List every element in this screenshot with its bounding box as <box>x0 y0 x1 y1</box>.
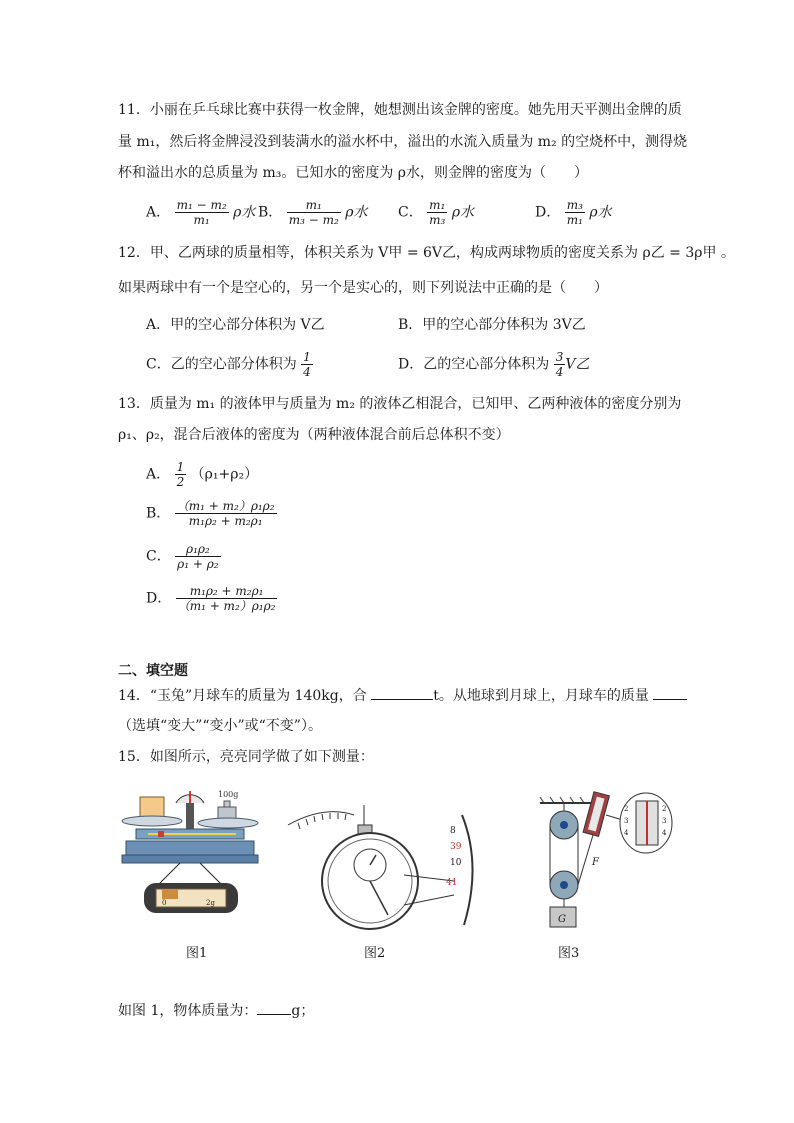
q11-option-d-fraction: $\frac{\text{m₃}}{\text{m₁}}$ <box>566 198 583 227</box>
q11-option-a-label: A． <box>146 204 171 221</box>
q11-option-b-label: B． <box>258 204 283 221</box>
q13-option-c[interactable] <box>146 542 221 571</box>
q12-option-d-tail: V乙 <box>565 356 590 373</box>
q15-line-1: 15．如图所示，亮亮同学做了如下测量： <box>118 749 374 765</box>
q14-line-2: （选填“变大”“变小”或“不变”）。 <box>118 718 322 734</box>
q12-line-1: 12．甲、乙两球的质量相等，体积关系为 V甲 = 6V乙，构成两球物质的密度关系为 ρ乙 = 3ρ甲 。 <box>118 245 735 261</box>
q11-option-a[interactable] <box>146 198 255 227</box>
q13-option-c-fraction: $\frac{\text{ρ₁ρ₂}}{\text{ρ₁ + ρ₂}}$ <box>177 542 219 571</box>
q12-option-d[interactable] <box>398 350 589 379</box>
q13-option-a-label: A． <box>146 466 171 483</box>
figure-2-stopwatch <box>284 785 484 930</box>
q13-option-b-fraction: $\frac{\text{（m₁ + m₂）ρ₁ρ₂}}{\text{m₁ρ₂ + m₂ρ₁}}$ <box>176 499 275 528</box>
q11-line-3: 杯和溢出水的总质量为 m₃。已知水的密度为 ρ水，则金牌的密度为（ ） <box>118 165 589 181</box>
q11-option-b[interactable] <box>258 198 368 227</box>
fig3-right-4: 4 <box>662 829 667 837</box>
q11-option-a-rho: ρ水 <box>233 204 256 221</box>
q15-fig1-prompt-text: 如图 1，物体质量为： <box>118 1003 258 1019</box>
q14-blank-mass[interactable] <box>653 685 687 700</box>
q13-option-a-tail: （ρ₁+ρ₂） <box>190 466 259 483</box>
q11-option-c-fraction: $\frac{\text{m₁}}{\text{m₃}}$ <box>429 198 446 227</box>
figure-3-caption: 图3 <box>558 946 580 961</box>
q11-option-d-rho: ρ水 <box>589 204 612 221</box>
q12-line-2: 如果两球中有一个是空心的，另一个是实心的，则下列说法中正确的是（ ） <box>118 280 608 296</box>
q12-option-a[interactable]: A．甲的空心部分体积为 V乙 <box>146 317 325 333</box>
q12-option-c-fraction: $\frac{1}{4}$ <box>303 350 311 379</box>
q13-line-1: 13．质量为 m₁ 的液体甲与质量为 m₂ 的液体乙相混合，已知甲、乙两种液体的密度分别为 <box>118 396 682 412</box>
q11-option-c[interactable] <box>398 198 474 227</box>
section-heading: 二、填空题 <box>118 663 188 679</box>
q13-option-d-fraction: $\frac{\text{m₁ρ₂ + m₂ρ₁}}{\text{（m₁ + m₂）ρ₁ρ₂}}$ <box>177 584 276 613</box>
q15-fig1-prompt <box>118 1000 314 1021</box>
q13-option-b[interactable] <box>146 499 277 528</box>
fig3-left-4: 4 <box>624 829 629 837</box>
q11-line-2: 量 m₁，然后将金牌浸没到装满水的溢水杯中，溢出的水流入质量为 m₂ 的空烧杯中，测得烧 <box>118 134 688 150</box>
fig1-scale-right: 2g <box>206 899 215 907</box>
q14-text-1: 14．“玉兔”月球车的质量为 140kg，合 <box>118 688 367 704</box>
q14-blank-tons[interactable] <box>371 685 433 700</box>
figure-3-pulley <box>536 785 686 935</box>
fig3-force-label: F <box>592 857 599 868</box>
q13-option-a[interactable] <box>146 460 258 489</box>
q12-option-b[interactable]: B．甲的空心部分体积为 3V乙 <box>398 317 586 333</box>
fig1-weight-label: 100g <box>218 790 239 799</box>
fig3-right-3: 3 <box>662 817 667 825</box>
q12-option-c-text: C．乙的空心部分体积为 <box>146 356 297 373</box>
fig3-left-2: 2 <box>624 805 629 813</box>
q14-text-2: t。从地球到月球上，月球车的质量 <box>433 688 649 704</box>
q11-option-b-rho: ρ水 <box>345 204 368 221</box>
fig3-right-2: 2 <box>662 805 667 813</box>
fig2-tick-8: 8 <box>450 826 456 836</box>
fig2-tick-41: 41 <box>446 878 458 888</box>
q11-option-d-label: D． <box>535 204 561 221</box>
fig3-load-label: G <box>558 914 566 925</box>
figure-1-balance <box>118 785 268 920</box>
q13-option-c-label: C． <box>146 548 171 565</box>
q11-option-c-label: C． <box>398 204 423 221</box>
q13-option-d[interactable] <box>146 584 277 613</box>
q12-option-d-fraction: $\frac{3}{4}$ <box>555 350 564 379</box>
q12-option-d-text: D．乙的空心部分体积为 <box>398 356 550 373</box>
q13-option-a-fraction: $\frac{1}{2}$ <box>176 460 185 489</box>
q11-option-d[interactable] <box>535 198 612 227</box>
figure-1-caption: 图1 <box>186 946 208 961</box>
q15-fig1-unit: g； <box>291 1003 315 1019</box>
fig1-scale-left: 0 <box>162 899 167 907</box>
q11-option-a-fraction: $\frac{\text{m₁ − m₂}}{\text{m₁}}$ <box>176 198 227 227</box>
q13-option-b-label: B． <box>146 505 171 522</box>
q14-line-1 <box>118 685 687 706</box>
q11-line-1: 11．小丽在乒乓球比赛中获得一枚金牌，她想测出该金牌的密度。她先用天平测出金牌的质 <box>118 102 682 118</box>
q12-option-c[interactable] <box>146 350 313 379</box>
fig3-left-3: 3 <box>624 817 629 825</box>
fig2-tick-10: 10 <box>450 858 462 868</box>
q13-line-2: ρ₁、ρ₂，混合后液体的密度为（两种液体混合前后总体积不变） <box>118 427 510 443</box>
q11-option-c-rho: ρ水 <box>451 204 475 221</box>
q11-option-b-fraction: $\frac{\text{m₁}}{\text{m₃ − m₂}}$ <box>288 198 339 227</box>
fig2-tick-39: 39 <box>450 842 462 852</box>
figure-2-caption: 图2 <box>364 946 386 961</box>
q15-fig1-blank[interactable] <box>257 1000 291 1015</box>
q13-option-d-label: D． <box>146 590 172 607</box>
